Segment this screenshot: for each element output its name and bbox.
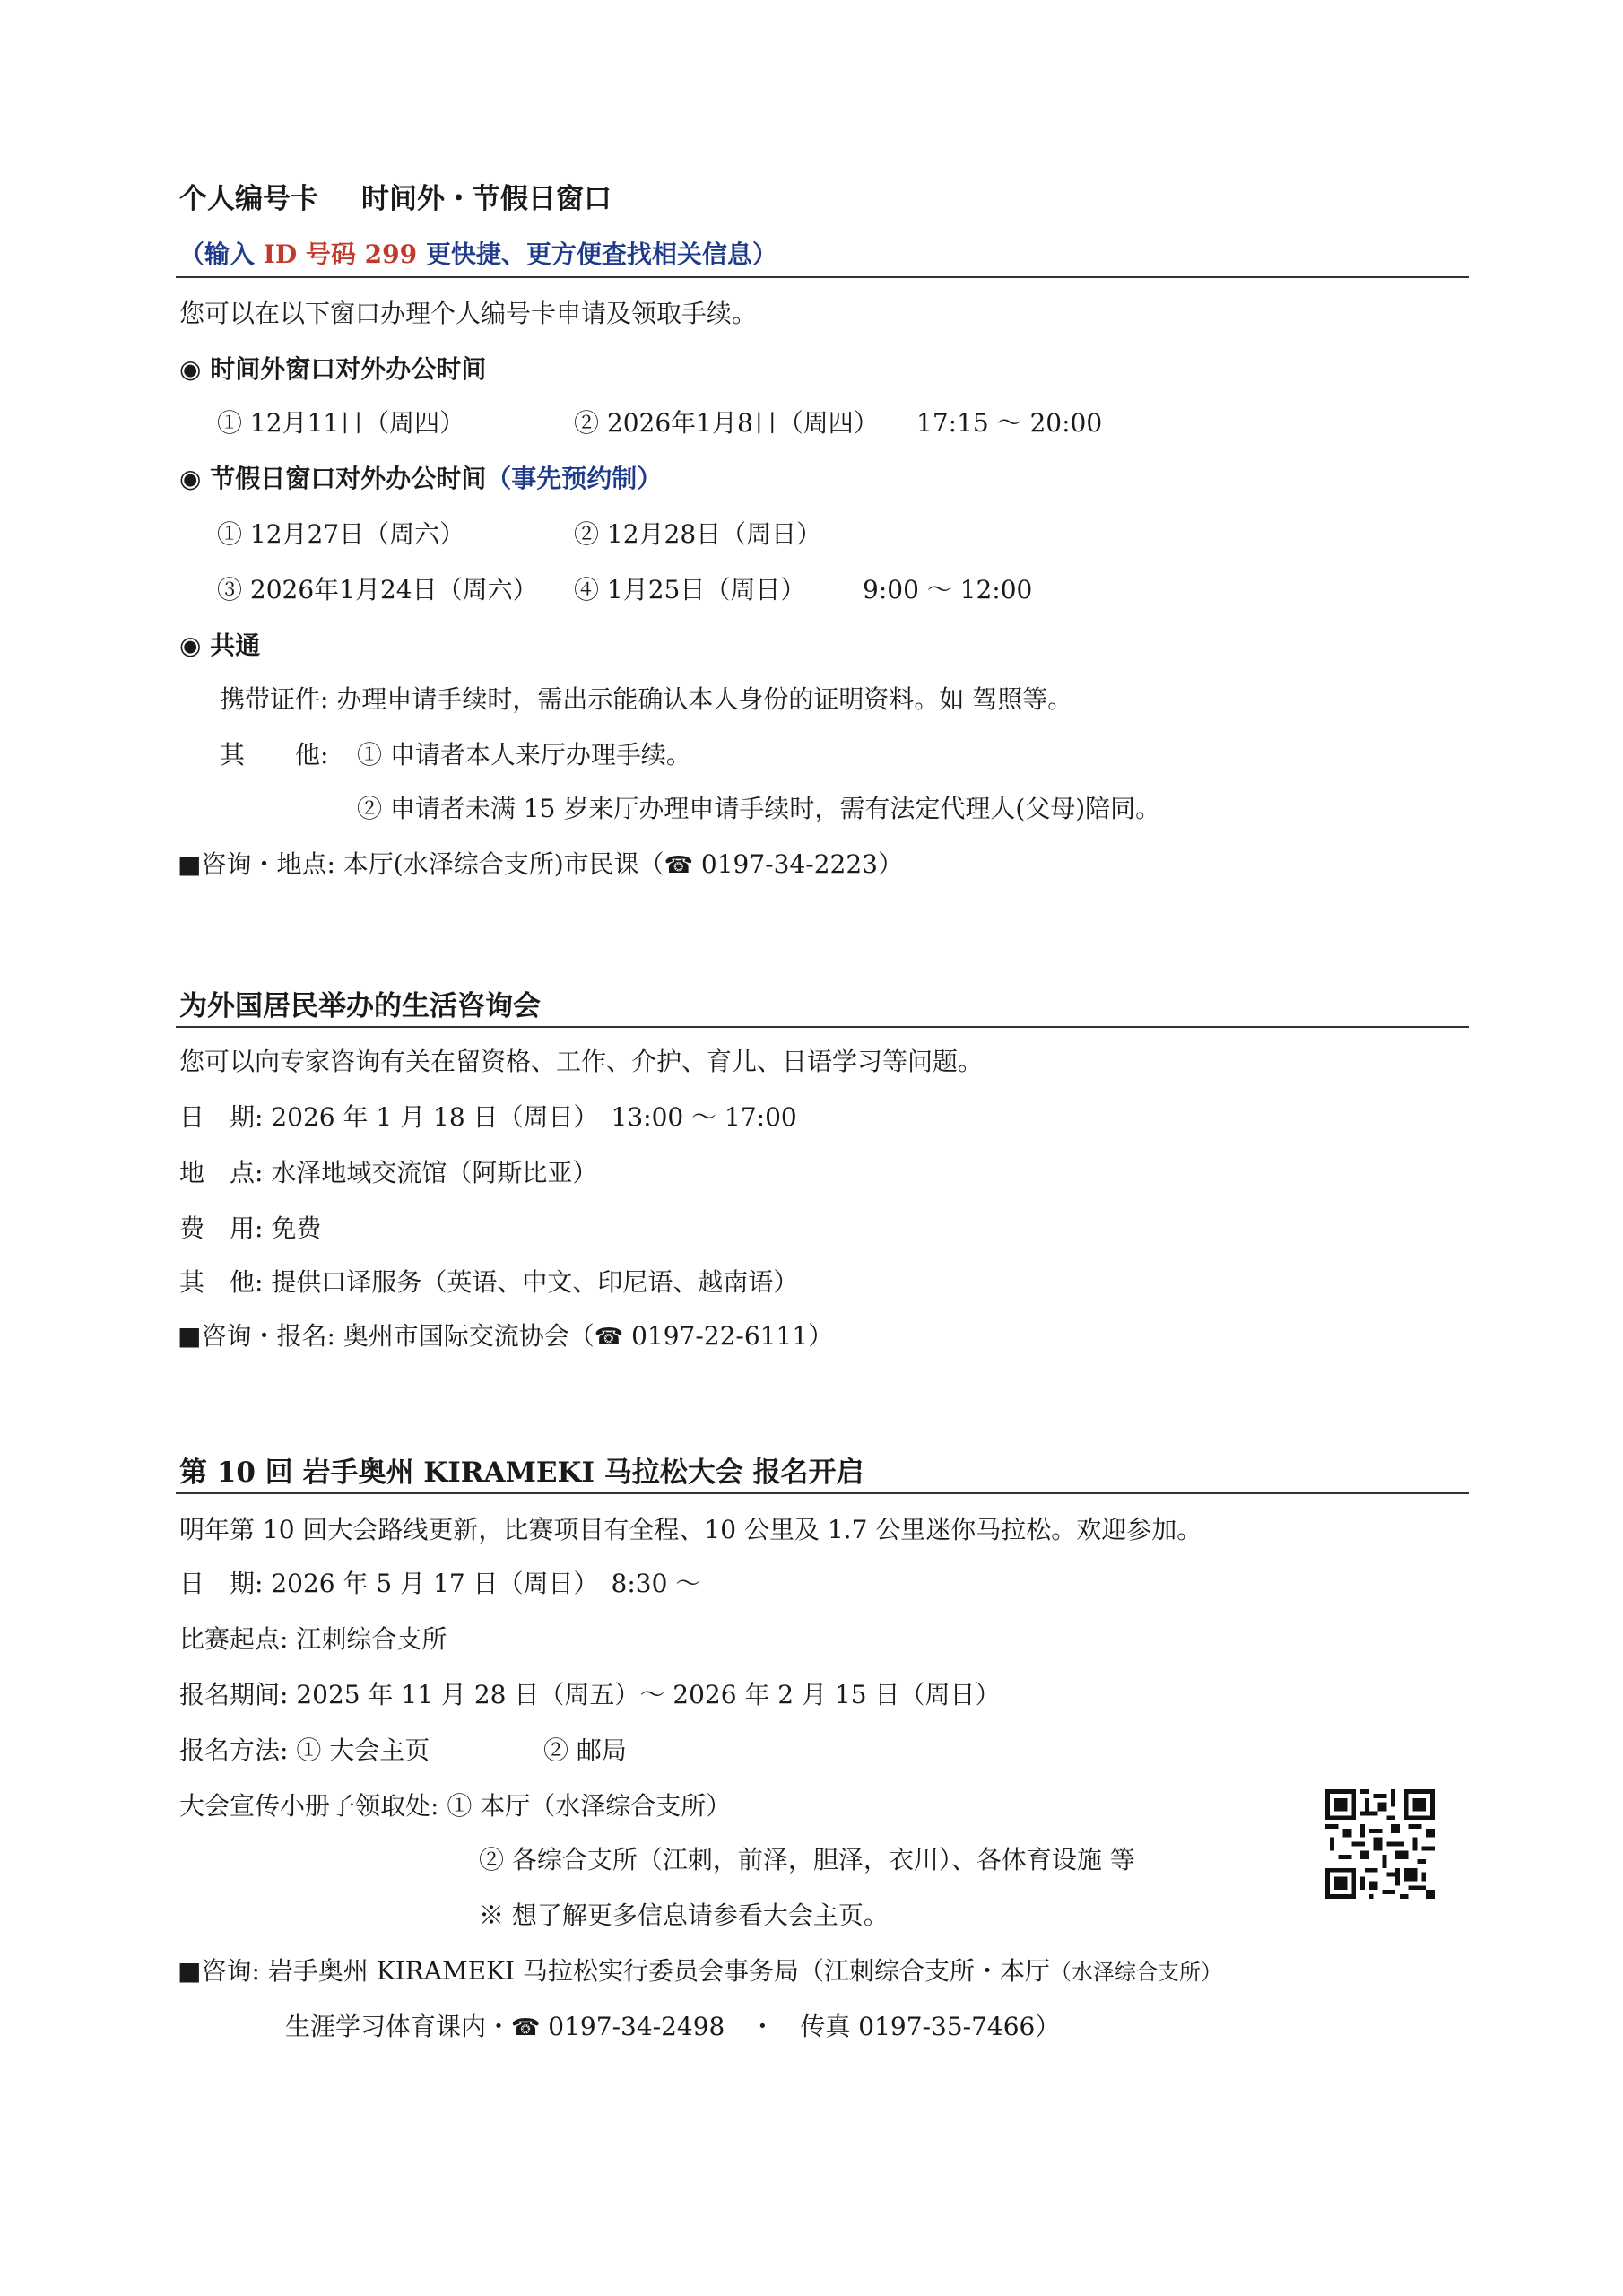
phone-icon: ☎	[664, 852, 694, 879]
common-other-1: ① 申请者本人来厅办理手续。	[357, 740, 691, 770]
after-hours-heading	[179, 352, 486, 387]
common-title: 共通	[210, 631, 261, 660]
foreign-intro: 您可以向专家咨询有关在留资格、工作、介护、育儿、日语学习等问题。	[179, 1047, 984, 1076]
contact-phone: 0197-22-6111）	[623, 1321, 834, 1351]
holiday-date-3: ③ 2026年1月24日（周六）	[217, 575, 538, 604]
section-divider	[176, 276, 1469, 278]
holiday-date-2: ② 12月28日（周日）	[574, 519, 822, 549]
marathon-contact-2	[285, 2009, 1060, 2046]
marathon-contact-1	[178, 1953, 1222, 1990]
common-heading	[179, 628, 260, 664]
foreign-date: 日 期: 2026 年 1 月 18 日（周日） 13:00 ～ 17:00	[179, 1102, 797, 1132]
marathon-start: 比赛起点: 江刺综合支所	[179, 1624, 447, 1654]
foreign-other: 其 他: 提供口译服务（英语、中文、印尼语、越南语）	[179, 1267, 799, 1297]
after-hours-date-2: ② 2026年1月8日（周四）	[574, 408, 879, 438]
bullet-icon: ◉	[179, 631, 202, 660]
after-hours-time: 17:15 ～ 20:00	[916, 408, 1103, 438]
marathon-booklet-1: 大会宣传小册子领取处: ① 本厅（水泽综合支所）	[179, 1791, 732, 1821]
marathon-period: 报名期间: 2025 年 11 月 28 日（周五）～ 2026 年 2 月 15 日（周日）	[179, 1680, 1001, 1709]
foreign-fee: 费 用: 免费	[179, 1213, 322, 1243]
mynumber-intro: 您可以在以下窗口办理个人编号卡申请及领取手续。	[179, 299, 758, 328]
contact-line-1: ■咨询: 岩手奥州 KIRAMEKI 马拉松实行委员会事务局（江刺综合支所・本厅	[178, 1956, 1050, 1986]
marathon-intro: 明年第 10 回大会路线更新，比赛项目有全程、10 公里及 1.7 公里迷你马拉松。欢迎参加。	[179, 1515, 1202, 1544]
holiday-title: 节假日窗口对外办公时间	[210, 464, 487, 493]
mynumber-id-note	[179, 237, 777, 273]
contact-phone: 0197-34-2223）	[693, 849, 903, 879]
contact-line-2-phone: 0197-34-2498 ・ 传真 0197-35-7466）	[540, 2012, 1061, 2041]
phone-icon: ☎	[511, 2014, 541, 2041]
bullet-icon: ◉	[179, 464, 202, 493]
after-hours-date-1: ① 12月11日（周四）	[217, 408, 465, 438]
holiday-note: （事先预约制）	[486, 464, 663, 493]
after-hours-title: 时间外窗口对外办公时间	[210, 354, 487, 384]
marathon-method-2: ② 邮局	[543, 1735, 627, 1765]
marathon-title: 第 10 回 岩手奥州 KIRAMEKI 马拉松大会 报名开启	[179, 1457, 864, 1489]
bullet-icon: ◉	[179, 354, 202, 384]
foreign-contact	[178, 1318, 833, 1355]
qr-code-icon[interactable]	[1325, 1789, 1435, 1899]
mynumber-contact	[178, 847, 903, 883]
contact-line-1-small: （水泽综合支所）	[1049, 1960, 1222, 1985]
mynumber-title	[179, 181, 612, 217]
marathon-booklet-2: ② 各综合支所（江刺，前泽，胆泽，衣川）、各体育设施 等	[479, 1845, 1135, 1874]
holiday-date-1: ① 12月27日（周六）	[217, 519, 465, 549]
common-bring: 携带证件: 办理申请手续时，需出示能确认本人身份的证明资料。如 驾照等。	[220, 684, 1073, 714]
marathon-method-1: 报名方法: ① 大会主页	[179, 1735, 430, 1765]
foreign-title: 为外国居民举办的生活咨询会	[179, 990, 541, 1022]
holiday-date-4: ④ 1月25日（周日）	[574, 575, 806, 604]
mynumber-title-b: 时间外・节假日窗口	[361, 183, 612, 215]
phone-icon: ☎	[594, 1324, 624, 1351]
id-note-rest: 更快捷、更方便查找相关信息）	[417, 239, 777, 269]
common-other-2: ② 申请者未满 15 岁来厅办理申请手续时，需有法定代理人(父母)陪同。	[357, 794, 1161, 823]
contact-prefix: ■咨询・报名: 奥州市国际交流协会（	[178, 1321, 595, 1351]
contact-prefix: ■咨询・地点: 本厅(水泽综合支所)市民课（	[178, 849, 664, 879]
contact-line-2-prefix: 生涯学习体育课内・	[285, 2012, 512, 2041]
holiday-time: 9:00 ～ 12:00	[863, 575, 1033, 604]
section-divider	[176, 1492, 1469, 1494]
id-note-number: ID 号码 299	[263, 239, 418, 269]
foreign-place: 地 点: 水泽地域交流馆（阿斯比亚）	[179, 1158, 598, 1187]
common-other-label: 其 他:	[220, 740, 329, 770]
holiday-heading	[179, 461, 662, 497]
marathon-booklet-note: ※ 想了解更多信息请参看大会主页。	[479, 1900, 889, 1930]
marathon-date: 日 期: 2026 年 5 月 17 日（周日） 8:30 ～	[179, 1569, 701, 1598]
section-divider	[176, 1026, 1469, 1028]
id-note-open: （输入	[179, 239, 264, 269]
mynumber-title-a: 个人编号卡	[179, 183, 318, 215]
